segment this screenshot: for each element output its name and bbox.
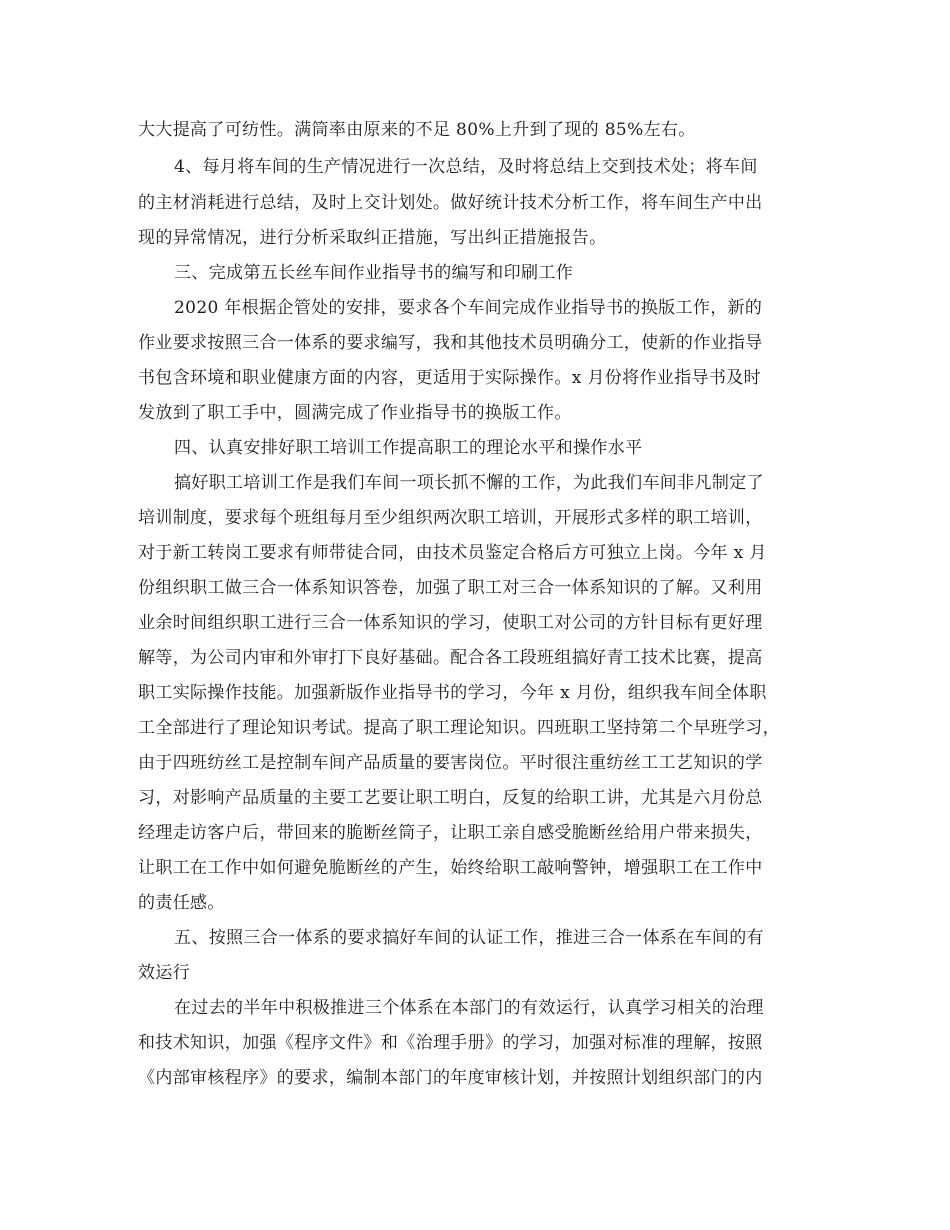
text-line: 培训制度，要求每个班组每月至少组织两次职工培训，开展形式多样的职工培训，: [138, 508, 763, 528]
text-line: 2020 年根据企管处的安排，要求各个车间完成作业指导书的换版工作，新的: [174, 298, 763, 318]
text-line: 对于新工转岗工要求有师带徒合同，由技术员鉴定合格后方可独立上岗。今年 x 月: [138, 543, 767, 563]
text-line: 现的异常情况，进行分析采取纠正措施，写出纠正措施报告。: [138, 228, 607, 248]
text-line: 书包含环境和职业健康方面的内容，更适用于实际操作。x 月份将作业指导书及时: [138, 368, 761, 388]
text-line: 职工实际操作技能。加强新版作业指导书的学习，今年 x 月份，组织我车间全体职: [138, 683, 767, 703]
text-line: 业余时间组织职工进行三合一体系知识的学习，使职工对公司的方针目标有更好理: [138, 613, 763, 633]
text-line: 的主材消耗进行总结，及时上交计划处。做好统计技术分析工作，将车间生产中出: [138, 193, 763, 213]
text-line: 工全部进行了理论知识考试。提高了职工理论知识。四班职工坚持第二个早班学习，: [138, 718, 780, 738]
text-line: 经理走访客户后，带回来的脆断丝筒子，让职工亲自感受脆断丝给用户带来损失，: [138, 823, 763, 843]
section-heading: 五、按照三合一体系的要求搞好车间的认证工作，推进三合一体系在车间的有: [174, 928, 764, 948]
section-heading: 四、认真安排好职工培训工作提高职工的理论水平和操作水平: [174, 438, 643, 458]
section-heading: 三、完成第五长丝车间作业指导书的编写和印刷工作: [174, 263, 574, 283]
text-line: 4、每月将车间的生产情况进行一次总结，及时将总结上交到技术处；将车间: [174, 157, 758, 177]
text-line: 由于四班纺丝工是控制车间产品质量的要害岗位。平时很注重纺丝工工艺知识的学: [138, 753, 763, 773]
text-line: 作业要求按照三合一体系的要求编写，我和其他技术员明确分工，使新的作业指导: [138, 333, 763, 353]
text-line: 的责任感。: [138, 893, 225, 913]
text-line: 解等，为公司内审和外审打下良好基础。配合各工段班组搞好青工技术比赛，提高: [138, 648, 763, 668]
text-line: 在过去的半年中积极推进三个体系在本部门的有效运行，认真学习相关的治理: [174, 998, 764, 1018]
text-line: 发放到了职工手中，圆满完成了作业指导书的换版工作。: [138, 403, 572, 423]
text-line: 《内部审核程序》的要求，编制本部门的年度审核计划，并按照计划组织部门的内: [138, 1068, 763, 1088]
text-line: 让职工在工作中如何避免脆断丝的产生，始终给职工敲响警钟，增强职工在工作中: [138, 858, 763, 878]
text-line: 搞好职工培训工作是我们车间一项长抓不懈的工作，为此我们车间非凡制定了: [174, 473, 764, 493]
text-line: 习，对影响产品质量的主要工艺要让职工明白，反复的给职工讲，尤其是六月份总: [138, 788, 763, 808]
text-line: 份组织职工做三合一体系知识答卷，加强了职工对三合一体系知识的了解。又利用: [138, 578, 763, 598]
text-line: 大大提高了可纺性。满筒率由原来的不足 80%上升到了现的 85%左右。: [138, 120, 696, 140]
section-heading-continued: 效运行: [138, 963, 191, 983]
text-line: 和技术知识，加强《程序文件》和《治理手册》的学习，加强对标准的理解，按照: [138, 1033, 763, 1053]
